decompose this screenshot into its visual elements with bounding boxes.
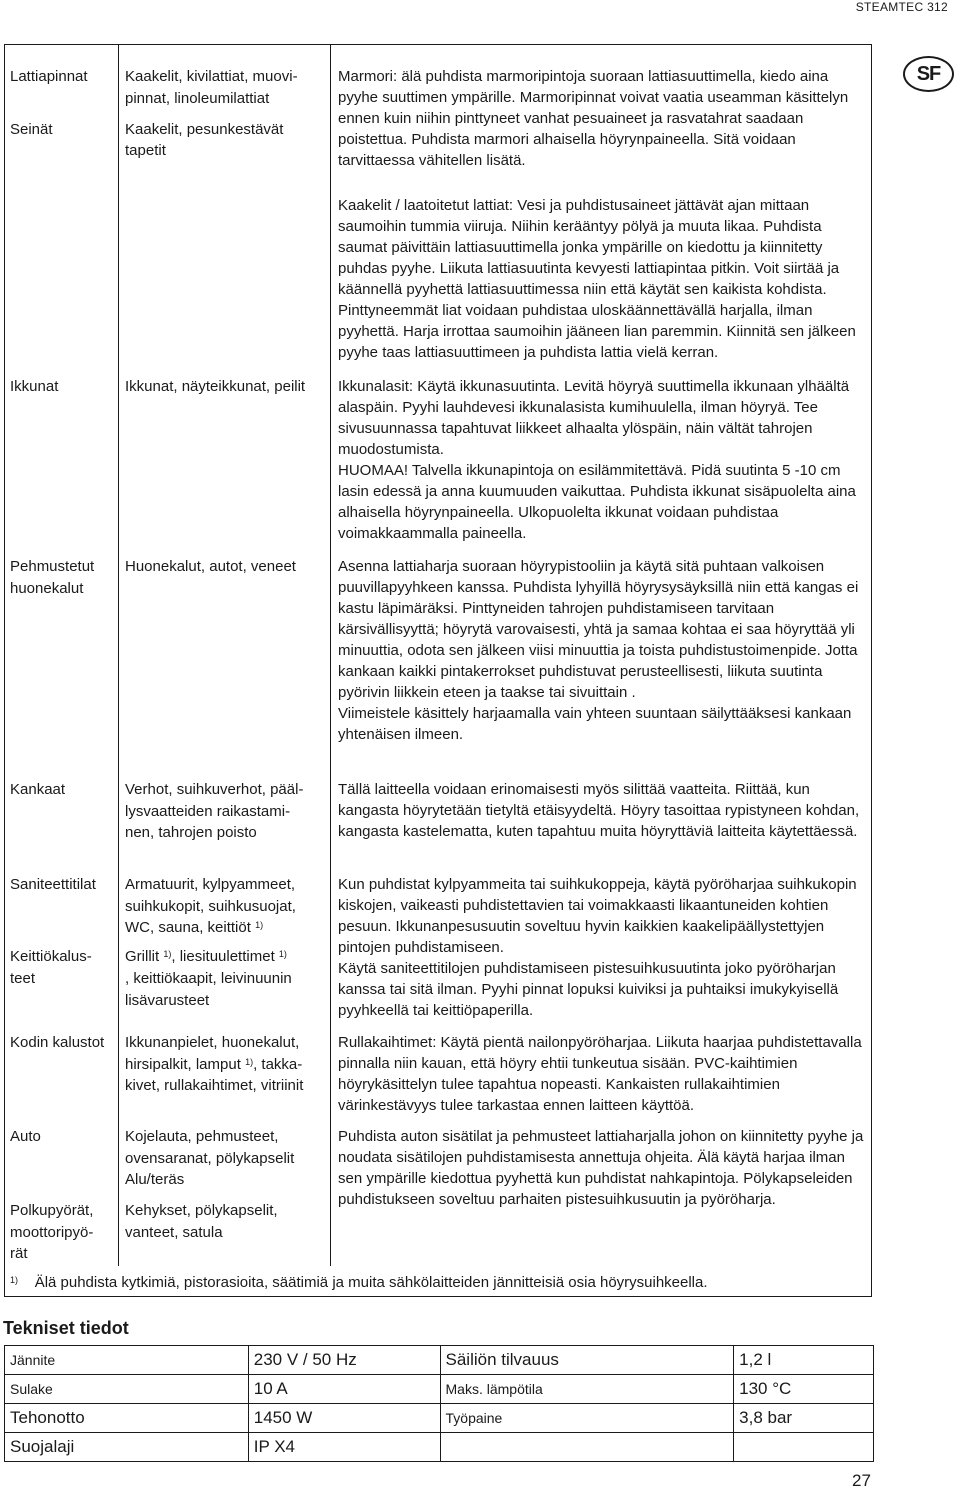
surface-category: Saniteettitilat: [10, 876, 96, 893]
spec-label: [440, 1433, 734, 1462]
cleaning-instructions: Rullakaihtimet: Käytä pientä nailonpyöröharjaa. Liikuta haarjaa puhdistettavalla pinnalla niin kauan, että höyry ehtii tunkeutua sisään. PVC-kaihtimien höyrykäsittelyn tulee tapahtua nopeasti. Kankaisten rullakaihtimien värinkestävyys tulee tarkastaa ennen laitteen käyttöä.: [338, 1034, 862, 1114]
spec-value: 130 °C: [734, 1375, 874, 1404]
surface-category: moottoripyö-: [10, 1224, 94, 1241]
surface-examples: nen, tahrojen poisto: [125, 824, 257, 841]
cleaning-instructions: Asenna lattiaharja suoraan höyrypistooliin ja käytä sitä puhtaan valkoisen puuvillapyyhkeen kanssa. Puhdista lyhyillä höyrysysäyksillä niin että kangas ei kastu läpimäräksi. Pinttyneiden tahrojen puhdistamiseen tarvitaan kärsivällisyyttä; höyrytä varovaisesti, yhtä ja samaa kohtaa ei saa höyryttää yli minuuttia, odota sen jälkeen viisi minuuttia ja toista puhdistustoimenpide. Jotta kankaan kaikki pintakerrokset puhdistuvat perusteellisesti, liikuta suutinta pyörivin liikkein eteen ja taakse tai sivuittain . Viimeistele käsittely harjaamalla vain yhteen suuntaan säilyttääksesi kankaan yhtenäisen ilmeen.: [338, 558, 859, 743]
surface-category: Ikkunat: [10, 378, 59, 395]
footnote: $^{1)}$ Älä puhdista kytkimiä, pistorasioita, säätimiä ja muita sähkölaitteiden jännitteisiä osia höyrysuihkeella.: [10, 1274, 708, 1291]
surface-category: Lattiapinnat: [10, 68, 88, 85]
surface-examples: Kaakelit, pesunkestävät: [125, 121, 284, 138]
cleaning-instructions: Marmori: älä puhdista marmoripintoja suoraan lattiasuuttimella, kiedo aina pyyhe suuttimen ympärille. Marmoripinnat voivat vaatia useamman käsittelyn ennen kuin niihin pinttyneet vanhat pesuaineet ja rasvatahrat saadaan poistettua. Puhdista marmori alhaisella höyrynpaineella. Sitä voidaan tarvittaessa vähitellen lisätä.: [338, 68, 849, 169]
surface-examples: Kehykset, pölykapselit,: [125, 1202, 278, 1219]
document-header-tag: STEAMTEC 312: [855, 0, 948, 14]
surface-examples: hirsipalkit, lamput $^{1)}$, takka-: [125, 1056, 303, 1073]
surface-examples: Verhot, suihkuverhot, pääl-: [125, 781, 304, 798]
table-row: [5, 1433, 874, 1462]
surface-examples: tapetit: [125, 142, 166, 159]
surface-examples: ovensaranat, pölykapselit: [125, 1150, 295, 1167]
table-row: [5, 1375, 874, 1404]
surface-examples: Ikkunanpielet, huonekalut,: [125, 1034, 300, 1051]
surface-category: Seinät: [10, 121, 53, 138]
surface-examples: pinnat, linoleumilattiat: [125, 90, 270, 107]
spec-label: Tehonotto: [5, 1404, 249, 1433]
surface-examples: Kaakelit, kivilattiat, muovi-: [125, 68, 298, 85]
surface-examples: , keittiökaapit, leivinuunin: [125, 970, 292, 987]
surface-examples: Armatuurit, kylpyammeet,: [125, 876, 296, 893]
surface-examples: lisävarusteet: [125, 992, 210, 1009]
surface-examples: Grillit $^{1)}$, liesituulettimet $^{1)}$: [125, 948, 287, 965]
table-row: [5, 1346, 874, 1375]
spec-value: 10 A: [248, 1375, 440, 1404]
cleaning-instructions: Puhdista auton sisätilat ja pehmusteet lattiaharjalla johon on kiinnitetty pyyhe ja noudata sisätilojen puhdistamisesta annettuja ohjeita. Älä käytä harjaa ilman sen ympärille kiedottua pyyhettä kun puhdistat nahkapintoja. Pölykapseleiden puhdistukseen soveltuu parhaiten pistesuihkusuutin ja pyöröharja.: [338, 1128, 864, 1208]
surface-examples: Alu/teräs: [125, 1171, 185, 1188]
surface-examples: Ikkunat, näyteikkunat, peilit: [125, 378, 306, 395]
surface-examples: lysvaatteiden raikastami-: [125, 803, 291, 820]
cleaning-instructions: Tällä laitteella voidaan erinomaisesti myös silittää vaatteita. Riittää, kun kangasta höyrytetään tietyltä etäisyydeltä. Höyry tasoittaa rypistyneen kohdan, kangasta kastelematta, kuten tapahtuu muita höyryttäviä laitteita käytettäessä.: [338, 781, 860, 840]
specs-table: [4, 1345, 874, 1462]
surface-examples: WC, sauna, keittiöt $^{1)}$: [125, 919, 264, 936]
spec-value: IP X4: [248, 1433, 440, 1462]
spec-label: Maks. lämpötila: [440, 1375, 734, 1404]
surface-category: teet: [10, 970, 36, 987]
surface-category: huonekalut: [10, 580, 84, 597]
footnote-mark: 1): [163, 949, 172, 959]
spec-value: [734, 1433, 874, 1462]
cleaning-instructions: Ikkunalasit: Käytä ikkunasuutinta. Levitä höyryä suuttimella ikkunaan ylhäältä alaspäin. Pyyhi lauhdevesi ikkunalasista kumihuulella, ilman höyryä. Tee sivusuunnassa tapahtuvat liikkeet alhaalta ylöspäin, näin vältät tahrojen muodostumista. HUOMAA! Talvella ikkunapintoja on esilämmitettävä. Pidä suutinta 5 -10 cm lasin edessä ja anna kuumuuden vaikuttaa. Puhdista ikkunat sisäpuolelta aina alhaisella höyrynpaineella. Ulkopuolelta ikkunat voidaan puhdistaa voimakkaammalla paineella.: [338, 378, 856, 542]
surface-examples: Huonekalut, autot, veneet: [125, 558, 296, 575]
surface-category: Kodin kalustot: [10, 1034, 105, 1051]
spec-label: Jännite: [5, 1346, 249, 1375]
surface-examples: vanteet, satula: [125, 1224, 223, 1241]
surface-examples: suihkukopit, suihkusuojat,: [125, 898, 296, 915]
surface-category: Pehmustetut: [10, 558, 95, 575]
column-divider: [330, 44, 331, 1266]
surface-category: Kankaat: [10, 781, 66, 798]
surface-category: Auto: [10, 1128, 41, 1145]
spec-label: Työpaine: [440, 1404, 734, 1433]
spec-value: 3,8 bar: [734, 1404, 874, 1433]
specs-title: Tekniset tiedot: [3, 1318, 129, 1338]
column-divider: [118, 44, 119, 1266]
cleaning-instructions: Kaakelit / laatoitetut lattiat: Vesi ja puhdistusaineet jättävät ajan mittaan saumoihin tummia viiruja. Niihin kerääntyy pölyä ja muuta likaa. Puhdista saumat päivittäin lattiasuuttimella jonka ympärille on kiedottu ja kiinnitetty puhdas pyyhe. Liikuta lattiasuutinta kevyesti lattiapintaa pitkin. Voit siirtää ja käännellä pyyhettä lattiasuuttimessa niin että käytät sen kaikista kohdista. Pinttyneemmät liat voidaan puhdistaa uloskäännettävällä harjalla, ilman pyyhettä. Harja irrottaa saumoihin jääneen lian paremmin. Kiinnitä sen jälkeen pyyhe taas lattiasuuttimeen ja puhdista lattia vielä kerran.: [338, 197, 856, 361]
footnote-mark: 1): [255, 920, 264, 930]
language-logo-icon: SF: [903, 56, 954, 92]
spec-label: Suojalaji: [5, 1433, 249, 1462]
surface-examples: Kojelauta, pehmusteet,: [125, 1128, 279, 1145]
surface-category: Polkupyörät,: [10, 1202, 94, 1219]
spec-value: 1450 W: [248, 1404, 440, 1433]
page-number: 27: [852, 1471, 871, 1490]
spec-label: Säiliön tilvauus: [440, 1346, 734, 1375]
table-row: [5, 1404, 874, 1433]
footnote-mark: 1): [10, 1275, 19, 1285]
footnote-mark: 1): [245, 1057, 254, 1067]
spec-label: Sulake: [5, 1375, 249, 1404]
spec-value: 1,2 l: [734, 1346, 874, 1375]
surface-category: Keittiökalus-: [10, 948, 92, 965]
surface-examples: kivet, rullakaihtimet, vitriinit: [125, 1077, 304, 1094]
cleaning-instructions: Kun puhdistat kylpyammeita tai suihkukoppeja, käytä pyöröharjaa suihkukopin kiskojen, vaikeasti puhdistettavien tai voimakkaasti likaantuneiden kohtien pesuun. Ikkunanpesusuutin soveltuu hyvin kaikkien kaakelipäällystettyjen pintojen puhdistamiseen. Käytä saniteettitilojen puhdistamiseen pistesuihkusuutinta joko pyöröharjan kanssa tai sitä ilman. Pyyhi pinnat lopuksi kuiviksi ja puhtaiksi imukykyisellä pyyhkeellä tai keittiöpaperilla.: [338, 876, 857, 1019]
spec-value: 230 V / 50 Hz: [248, 1346, 440, 1375]
footnote-mark: 1): [278, 949, 287, 959]
surface-category: rät: [10, 1245, 28, 1262]
